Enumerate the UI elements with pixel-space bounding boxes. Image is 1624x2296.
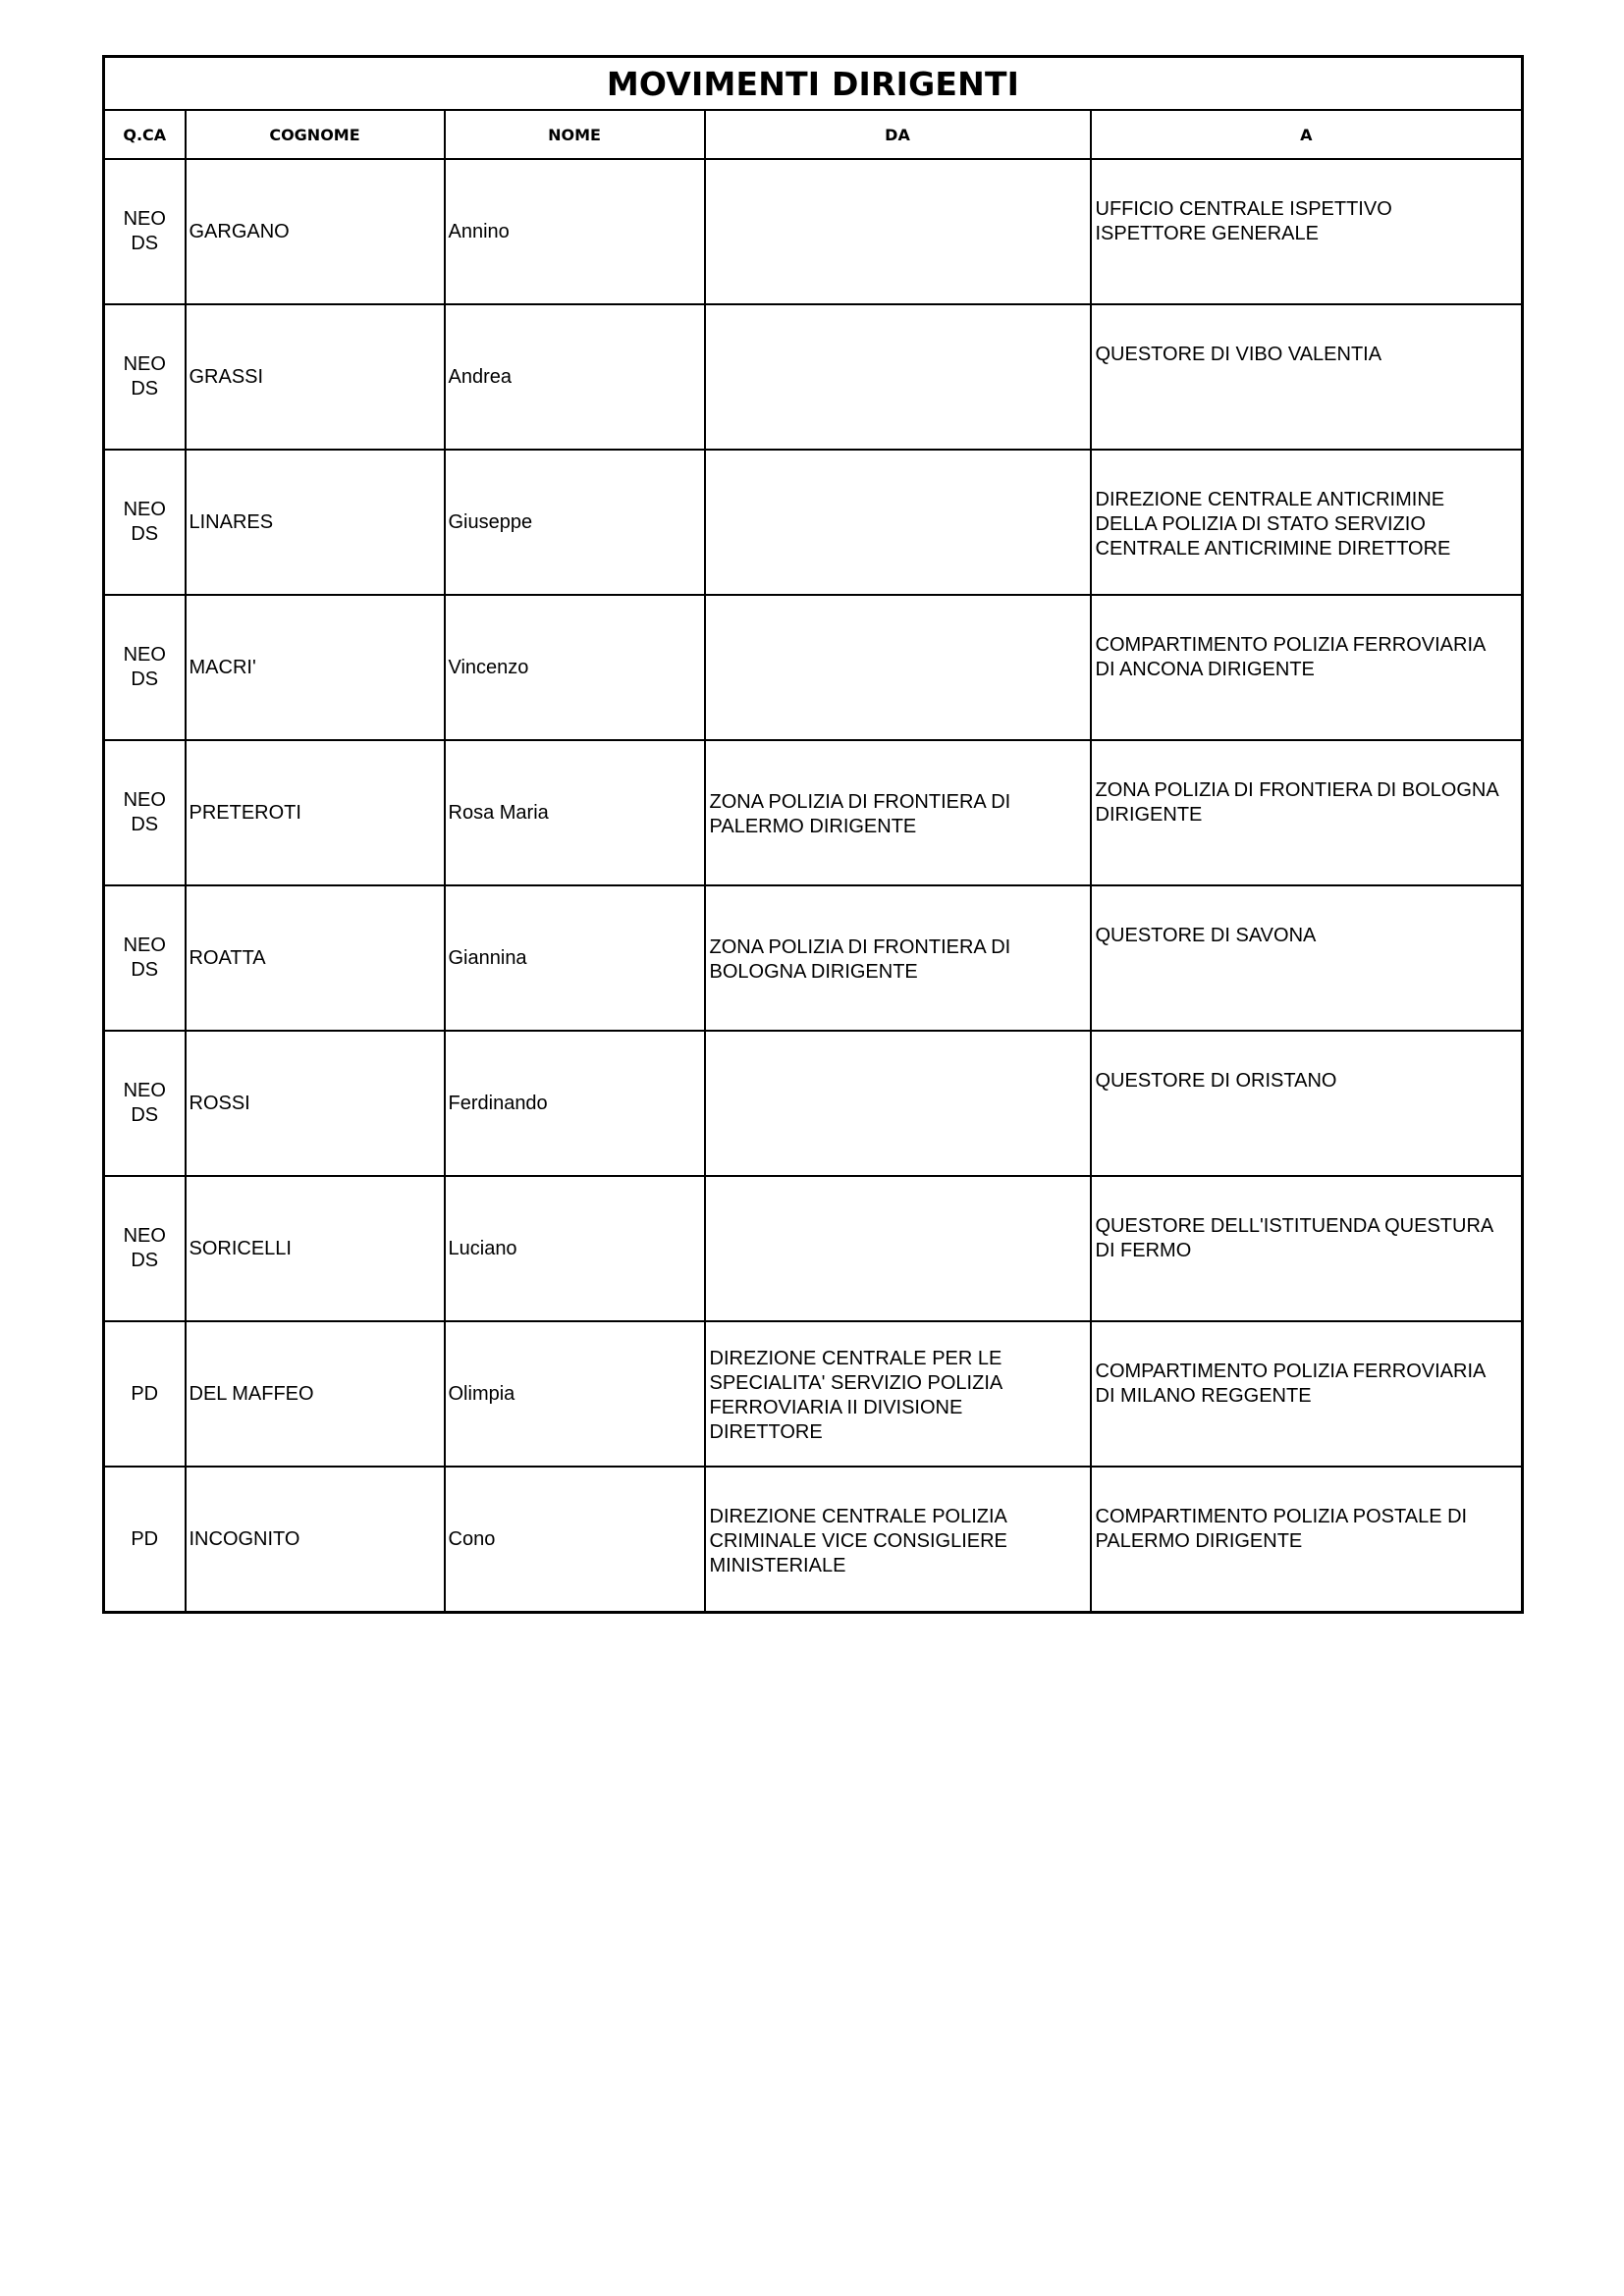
table-row	[104, 159, 1523, 304]
da-cell	[705, 740, 1091, 885]
nome-cell: Rosa Maria	[445, 740, 705, 885]
nome-cell: Giuseppe	[445, 450, 705, 595]
cognome-cell: ROSSI	[186, 1031, 445, 1176]
qca-cell: NEO DS	[104, 304, 186, 450]
a-text: QUESTORE DI VIBO VALENTIA	[1095, 344, 1382, 365]
a-text: ZONA POLIZIA DI FRONTIERA DI BOLOGNA DIRIGENTE	[1095, 779, 1499, 826]
cognome-cell: INCOGNITO	[186, 1467, 445, 1613]
a-text: QUESTORE DI SAVONA	[1095, 925, 1317, 946]
cognome-cell: SORICELLI	[186, 1176, 445, 1321]
da-text: DIREZIONE CENTRALE PER LE SPECIALITA' SERVIZIO POLIZIA FERROVIARIA II DIVISIONE DIRETTORE	[709, 1348, 1003, 1443]
da-cell	[705, 450, 1091, 595]
column-header-cognome: COGNOME	[186, 110, 445, 159]
a-cell	[1091, 1321, 1523, 1467]
column-header-da: DA	[705, 110, 1091, 159]
a-cell	[1091, 450, 1523, 595]
da-cell	[705, 1467, 1091, 1613]
da-text	[710, 160, 1087, 209]
a-text: QUESTORE DI ORISTANO	[1095, 1070, 1337, 1092]
da-text: ZONA POLIZIA DI FRONTIERA DI PALERMO DIRIGENTE	[709, 791, 1011, 837]
nome-cell: Giannina	[445, 885, 705, 1031]
a-text: COMPARTIMENTO POLIZIA FERROVIARIA DI MILANO REGGENTE	[1095, 1361, 1487, 1407]
a-cell	[1091, 159, 1523, 304]
table-row	[104, 1176, 1523, 1321]
nome-cell: Andrea	[445, 304, 705, 450]
qca-cell: NEO DS	[104, 885, 186, 1031]
column-header-nome: NOME	[445, 110, 705, 159]
cognome-cell: MACRI'	[186, 595, 445, 740]
cognome-cell: DEL MAFFEO	[186, 1321, 445, 1467]
nome-cell: Olimpia	[445, 1321, 705, 1467]
da-text	[710, 305, 1087, 354]
qca-cell: NEO DS	[104, 159, 186, 304]
a-text: DIREZIONE CENTRALE ANTICRIMINE DELLA POLIZIA DI STATO SERVIZIO CENTRALE ANTICRIMINE DIRETTORE	[1095, 489, 1451, 560]
a-cell	[1091, 885, 1523, 1031]
qca-cell: NEO DS	[104, 740, 186, 885]
header-row	[104, 110, 1523, 159]
table-row	[104, 1467, 1523, 1613]
da-cell	[705, 595, 1091, 740]
nome-cell: Cono	[445, 1467, 705, 1613]
cognome-cell: GRASSI	[186, 304, 445, 450]
table-row	[104, 595, 1523, 740]
a-cell	[1091, 1467, 1523, 1613]
a-cell	[1091, 740, 1523, 885]
cognome-cell: ROATTA	[186, 885, 445, 1031]
a-text: QUESTORE DELL'ISTITUENDA QUESTURA DI FERMO	[1095, 1215, 1494, 1261]
table-row	[104, 1321, 1523, 1467]
da-cell	[705, 1176, 1091, 1321]
a-text: COMPARTIMENTO POLIZIA FERROVIARIA DI ANCONA DIRIGENTE	[1095, 634, 1487, 680]
a-cell	[1091, 1176, 1523, 1321]
nome-cell: Luciano	[445, 1176, 705, 1321]
qca-cell: NEO DS	[104, 595, 186, 740]
da-text: ZONA POLIZIA DI FRONTIERA DI BOLOGNA DIRIGENTE	[709, 936, 1011, 983]
table-row	[104, 885, 1523, 1031]
qca-cell: PD	[104, 1467, 186, 1613]
da-cell	[705, 885, 1091, 1031]
da-text	[710, 451, 1087, 500]
da-cell	[705, 1321, 1091, 1467]
nome-cell: Vincenzo	[445, 595, 705, 740]
cognome-cell: PRETEROTI	[186, 740, 445, 885]
a-text: COMPARTIMENTO POLIZIA POSTALE DI PALERMO DIRIGENTE	[1095, 1506, 1468, 1552]
nome-cell: Ferdinando	[445, 1031, 705, 1176]
table-row	[104, 304, 1523, 450]
table-row	[104, 450, 1523, 595]
table-row	[104, 740, 1523, 885]
da-cell	[705, 304, 1091, 450]
a-cell	[1091, 1031, 1523, 1176]
da-text	[710, 1032, 1087, 1081]
nome-cell: Annino	[445, 159, 705, 304]
a-text: UFFICIO CENTRALE ISPETTIVO ISPETTORE GENERALE	[1095, 198, 1392, 244]
title-row	[104, 57, 1523, 111]
da-cell	[705, 159, 1091, 304]
table-row	[104, 1031, 1523, 1176]
a-cell	[1091, 595, 1523, 740]
qca-cell: NEO DS	[104, 1031, 186, 1176]
qca-cell: PD	[104, 1321, 186, 1467]
da-text	[710, 1177, 1087, 1226]
cognome-cell: LINARES	[186, 450, 445, 595]
a-cell	[1091, 304, 1523, 450]
cognome-cell: GARGANO	[186, 159, 445, 304]
da-cell	[705, 1031, 1091, 1176]
qca-cell: NEO DS	[104, 450, 186, 595]
qca-cell: NEO DS	[104, 1176, 186, 1321]
movements-table	[102, 55, 1524, 1614]
column-header-qca: Q.CA	[104, 110, 186, 159]
column-header-a: A	[1091, 110, 1523, 159]
document-title: MOVIMENTI DIRIGENTI	[104, 57, 1523, 111]
da-text: DIREZIONE CENTRALE POLIZIA CRIMINALE VICE CONSIGLIERE MINISTERIALE	[709, 1506, 1007, 1576]
da-text	[710, 596, 1087, 645]
